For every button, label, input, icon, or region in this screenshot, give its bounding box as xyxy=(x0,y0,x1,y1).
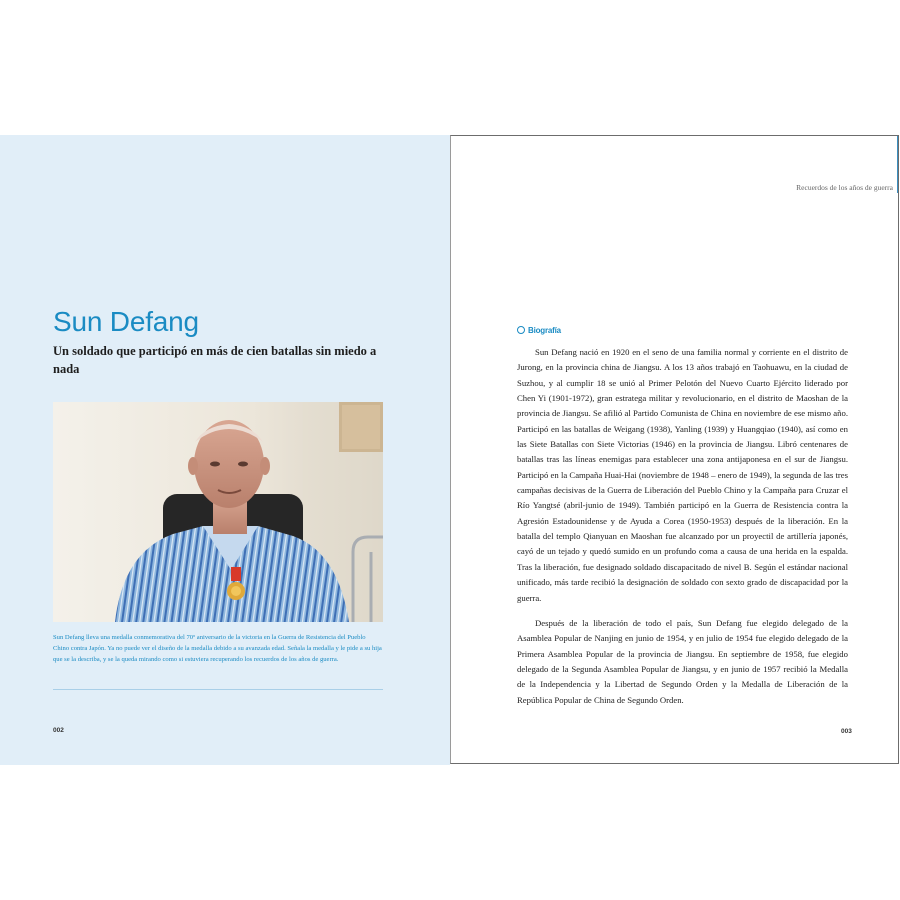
photo-caption: Sun Defang lleva una medalla conmemorativa del 70º aniversario de la victoria en la Guerra de Resistencia del Pueblo Chino contra Japón. Ya no puede ver el diseño de la medalla debido a su avanzada edad. Señala la medalla y le pide a su hija que se la describa, y se la queda mirando como si estuviera recuperando los recuerdos de los años de guerra. xyxy=(53,634,382,663)
caption-divider xyxy=(53,689,383,690)
right-page xyxy=(450,135,899,764)
running-head: Recuerdos de los años de guerra xyxy=(796,183,893,192)
book-spread xyxy=(0,135,900,765)
page-title: Sun Defang xyxy=(53,306,199,337)
biography-text xyxy=(517,345,848,718)
paragraph: Sun Defang nació en 1920 en el seno de una familia normal y corriente en el distrito de Jurong, en la provincia china de Jiangsu. A los 13 años trabajó en Taohuawu, en la ciudad de Suzhou, y al cumplir 18 se unió al Primer Pelotón del Nuevo Cuarto Ejército liderado por Chen Yi (1901-1972), gran estratega militar y revolucionario, en el distrito de Maoshan de la provincia de Jiangsu. Se afilió al Partido Comunista de China en noviembre de ese mismo año. Participó en las batallas de Weigang (1938), Yanling (1939) y Huangqiao (1940), así como en las Siete Batallas con Siete Victorias (1946) en la provincia de Jiangsu. Libró centenares de batallas tras las líneas enemigas para establecer una zona antijaponesa en el sur de Jiangsu. Participó en la Campaña Huai-Hai (noviembre de 1948 – enero de 1949), la segunda de las tres campañas decisivas de la Guerra de Liberación del Pueblo Chino y la Campaña para Cruzar el Río Yangtsé (abril-junio de 1949). También participó en la Guerra de Resistencia contra la Agresión Estadounidense y de Ayuda a Corea (1950-1953) después de la liberación. En la batalla del templo Qianyuan en Maoshan fue alcanzado por un proyectil de artillería japonés, cayó de un tejado y quedó sumido en un profundo coma a causa de una herida en la espalda. Tras la liberación, fue designado soldado discapacitado de nivel B. Según el estándar nacional unificado, más tarde recibió la designación de soldado con sexto grado de discapacidad por la guerra. xyxy=(517,347,848,603)
page-subtitle: Un soldado que participó en más de cien batallas sin miedo a nada xyxy=(53,344,377,376)
section-heading xyxy=(517,326,561,335)
paragraph: Después de la liberación de todo el país, Sun Defang fue elegido delegado de la Asamblea Popular de Nanjing en junio de 1954, y en julio de 1954 fue elegido delegado de la Primera Asamblea Popular de la provincia de Jiangsu. En septiembre de 1958, fue elegido delegado de la Segunda Asamblea Popular de Jiangsu, y en junio de 1957 recibió la Medalla de la Independencia y la Libertad de Segundo Orden y la Medalla de Liberación de la República Popular de China de Segundo Orden. xyxy=(517,617,848,705)
circle-outline-icon xyxy=(517,326,525,334)
running-head-rule xyxy=(897,136,898,193)
portrait-photo xyxy=(53,402,383,622)
section-heading-label: Biografía xyxy=(528,326,561,335)
left-page xyxy=(0,135,450,765)
page-number-left: 002 xyxy=(53,727,64,734)
page-number-right: 003 xyxy=(841,728,852,735)
